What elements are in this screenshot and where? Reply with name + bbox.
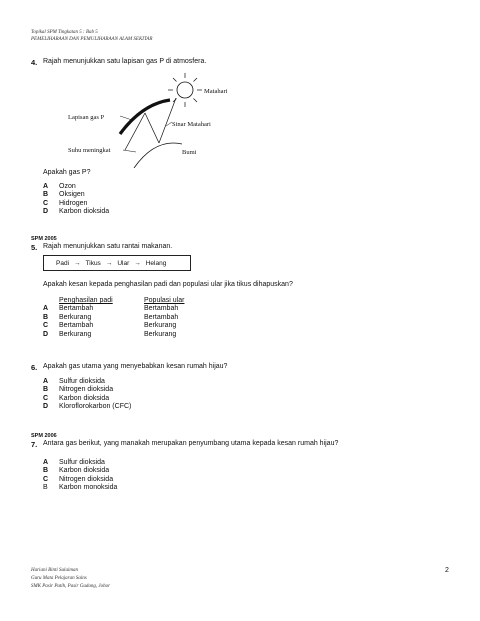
q7-option-a[interactable] bbox=[43, 459, 117, 467]
q5-option-a[interactable] bbox=[43, 305, 184, 313]
arrow-icon: → bbox=[74, 259, 81, 267]
label-temperature: Suhu meningkat bbox=[68, 147, 111, 154]
option-letter: B bbox=[43, 313, 49, 321]
option-letter: C bbox=[43, 475, 49, 483]
option-letter: A bbox=[43, 378, 49, 385]
q6-stem: Apakah gas utama yang menyebabkan kesan rumah hijau? bbox=[43, 363, 228, 370]
option-text: Hidrogen bbox=[59, 199, 88, 207]
label-sun: Matahari bbox=[204, 88, 228, 95]
footer-role: Guru Mata Pelajaran Sains bbox=[31, 576, 87, 581]
gas-layer-arc bbox=[120, 100, 170, 134]
q4-option-b[interactable] bbox=[43, 191, 109, 199]
q6-option-d[interactable] bbox=[43, 403, 131, 411]
option-rice: Bertambah bbox=[59, 305, 94, 313]
footer-name: Hariani Binti Sulaiman bbox=[31, 568, 78, 573]
option-letter: A bbox=[43, 183, 49, 190]
footer-author bbox=[31, 567, 110, 591]
option-rice: Berkurang bbox=[59, 313, 92, 321]
label-gas-layer: Lapisan gas P bbox=[68, 114, 105, 121]
arrow-icon: → bbox=[105, 259, 113, 267]
option-text: Karbon monoksida bbox=[59, 484, 118, 492]
q5-option-c[interactable] bbox=[43, 322, 184, 330]
option-letter: C bbox=[43, 394, 49, 402]
q4-option-a[interactable] bbox=[43, 183, 109, 191]
option-letter: C bbox=[43, 199, 49, 207]
q5-option-d[interactable] bbox=[43, 331, 184, 339]
q6-option-b[interactable] bbox=[43, 386, 131, 394]
earth-arc bbox=[134, 143, 182, 168]
q4-option-d[interactable] bbox=[43, 208, 109, 216]
q6-number: 6. bbox=[31, 363, 38, 372]
option-text: Sulfur dioksida bbox=[59, 459, 105, 466]
q6-option-a[interactable] bbox=[43, 378, 131, 386]
q5-option-b[interactable] bbox=[43, 314, 184, 322]
option-rice: Bertambah bbox=[59, 322, 94, 330]
option-letter: D bbox=[43, 403, 49, 411]
option-text: Nitrogen dioksida bbox=[59, 386, 114, 394]
q5-question: Apakah kesan kepada penghasilan padi dan populasi ular jika tikus dihapuskan? bbox=[43, 281, 293, 288]
q4-question: Apakah gas P? bbox=[43, 169, 91, 176]
q4-stem: Rajah menunjukkan satu lapisan gas P di atmosfera. bbox=[43, 58, 207, 65]
q7-stem: Antara gas berikut, yang manakah merupakan penyumbang utama kepada kesan rumah hijau? bbox=[43, 440, 339, 447]
option-snake: Berkurang bbox=[144, 322, 177, 330]
q5-table-header bbox=[43, 297, 184, 305]
option-snake: Bertambah bbox=[144, 313, 179, 321]
chain-item-ular: Ular bbox=[117, 259, 130, 267]
q6-options bbox=[43, 378, 131, 412]
option-letter: B bbox=[43, 191, 49, 199]
q5-number: 5. bbox=[31, 243, 38, 252]
header-topic: Topikal SPM Tingkatan 5 : Bab 5 bbox=[31, 30, 98, 35]
q5-answer-table bbox=[43, 297, 184, 339]
q7-option-d[interactable] bbox=[43, 484, 117, 492]
option-letter: D bbox=[43, 208, 49, 216]
label-earth: Bumi bbox=[182, 149, 197, 156]
atmosphere-diagram bbox=[60, 72, 250, 168]
chain-item-helang: Helang bbox=[145, 259, 167, 267]
option-letter: B bbox=[43, 484, 48, 492]
header-chapter: PEMELIHARAAN DAN PEMULIHARAAN ALAM SEKITAR bbox=[31, 37, 153, 42]
option-snake: Bertambah bbox=[144, 305, 179, 313]
q5-stem: Rajah menunjukkan satu rantai makanan. bbox=[43, 243, 173, 250]
q7-option-c[interactable] bbox=[43, 476, 117, 484]
q6-option-c[interactable] bbox=[43, 395, 131, 403]
option-letter: D bbox=[43, 330, 49, 338]
q4-option-c[interactable] bbox=[43, 200, 109, 208]
arrow-icon: → bbox=[134, 259, 141, 267]
option-text: Kloroflorokarbon (CFC) bbox=[59, 403, 132, 411]
option-text: Karbon dioksida bbox=[59, 394, 110, 402]
footer-school: SMK Pasir Putih, Pasir Gudang, Johor bbox=[31, 584, 111, 589]
label-sun-rays: Sinar Matahari bbox=[172, 121, 211, 128]
option-text: Sulfur dioksida bbox=[59, 378, 105, 385]
option-text: Nitrogen dioksida bbox=[59, 475, 114, 483]
q7-number: 7. bbox=[31, 440, 38, 449]
chain-item-tikus: Tikus bbox=[85, 259, 101, 267]
option-letter: B bbox=[43, 467, 49, 475]
option-text: Ozon bbox=[59, 183, 76, 190]
q7-options bbox=[43, 459, 117, 493]
option-rice: Berkurang bbox=[59, 330, 92, 338]
option-text: Karbon dioksida bbox=[59, 467, 110, 475]
option-text: Karbon dioksida bbox=[59, 208, 110, 216]
option-letter: B bbox=[43, 386, 49, 394]
food-chain-box bbox=[43, 255, 191, 271]
q4-options bbox=[43, 183, 109, 217]
col-header-snake: Populasi ular bbox=[144, 297, 185, 304]
option-letter: C bbox=[43, 322, 49, 330]
q7-option-b[interactable] bbox=[43, 467, 117, 475]
option-snake: Berkurang bbox=[144, 330, 177, 338]
option-letter: A bbox=[43, 459, 49, 466]
chain-item-padi: Padi bbox=[56, 259, 70, 267]
col-header-rice: Penghasilan padi bbox=[59, 297, 113, 304]
page-number: 2 bbox=[445, 567, 449, 574]
option-text: Oksigen bbox=[59, 191, 85, 199]
q7-year-tag: SPM 2006 bbox=[31, 433, 57, 439]
sun-icon bbox=[168, 73, 202, 107]
option-letter: A bbox=[43, 305, 49, 313]
q5-year-tag: SPM 2005 bbox=[31, 236, 57, 242]
q4-number: 4. bbox=[31, 58, 38, 67]
